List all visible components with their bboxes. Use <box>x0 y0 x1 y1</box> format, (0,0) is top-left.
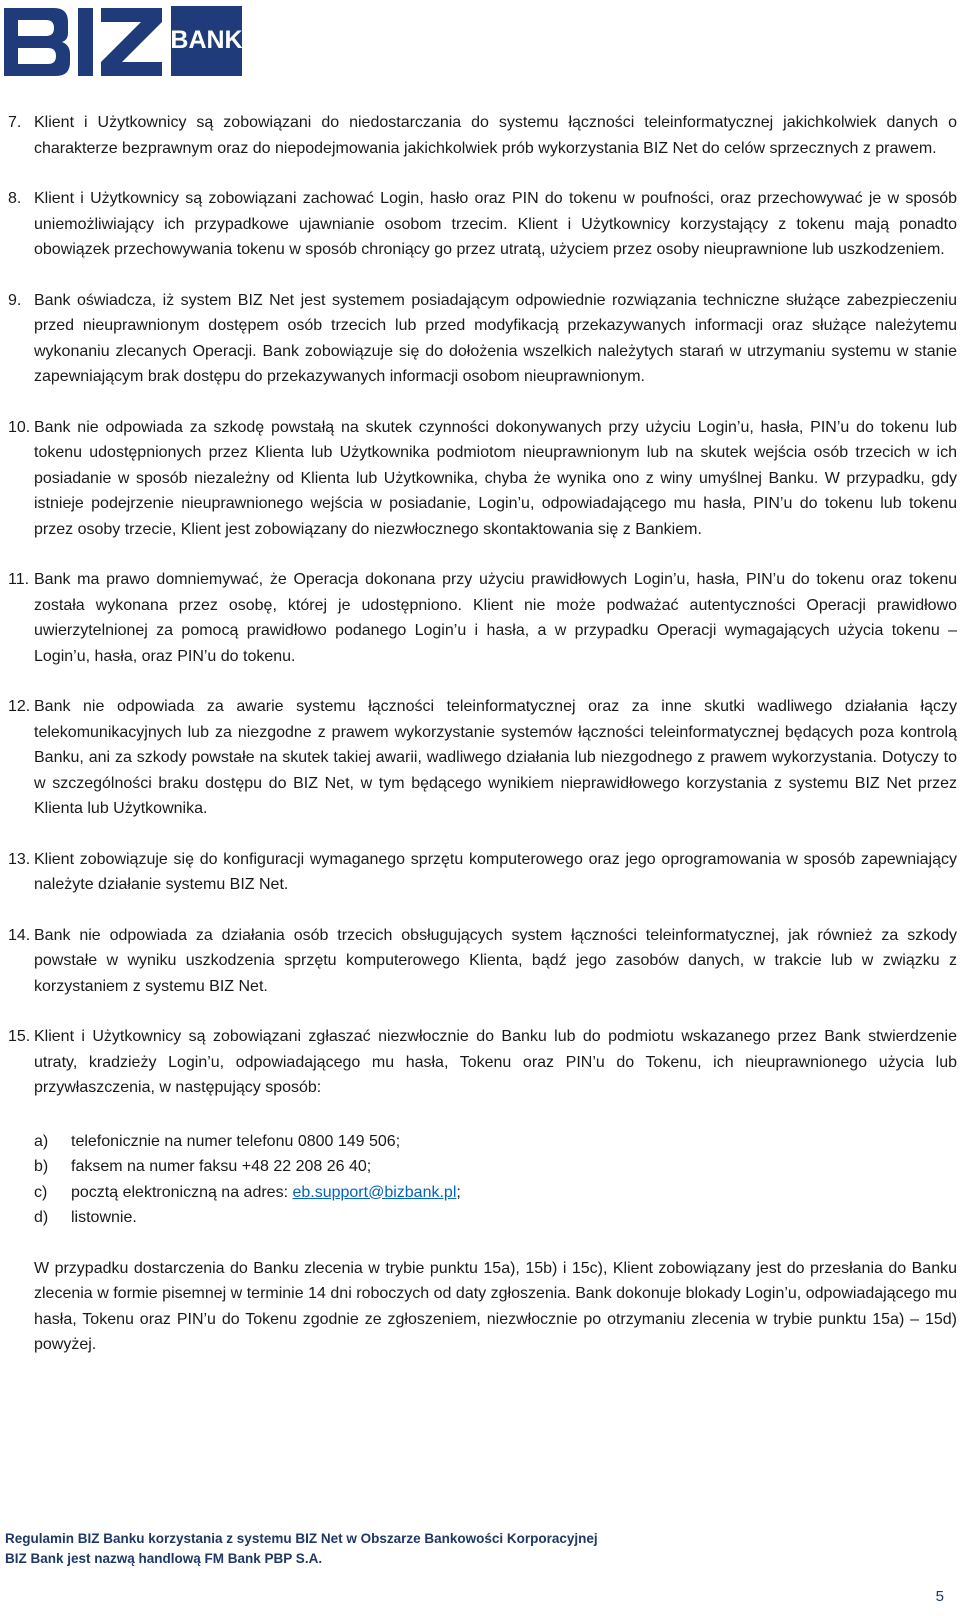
list-item <box>34 1154 957 1180</box>
final-paragraph: W przypadku dostarczenia do Banku zlecenia w trybie punktu 15a), 15b) i 15c), Klient zobowiązany jest do przesłania do Banku zlecenia w formie pisemnej w terminie 14 dni roboczych od daty zgłoszenia. Bank dokonuje blokady Login’u, odpowiadającego mu hasła, Tokenu oraz PIN’u do Tokenu zgodnie ze zgłoszeniem, niezwłocznie po otrzymaniu zlecenia w trybie punktu 15a) – 15d) powyżej. <box>34 1259 957 1353</box>
email-link[interactable]: eb.support@bizbank.pl <box>292 1183 457 1201</box>
list-item <box>34 1180 957 1206</box>
list-text-suffix: ; <box>456 1183 461 1201</box>
list-text-with-link <box>71 1180 461 1206</box>
clause-10 <box>8 415 957 543</box>
footer-bank-name: BIZ Bank jest nazwą handlową FM Bank PBP S.A. <box>5 1551 323 1566</box>
clause-8 <box>8 186 957 263</box>
clause-number: 14. <box>8 926 31 944</box>
list-letter: c) <box>34 1183 48 1201</box>
clause-text: Klient zobowiązuje się do konfiguracji wymaganego sprzętu komputerowego oraz jego oprogramowania w sposób zapewniający należyte działanie systemu BIZ Net. <box>34 850 957 893</box>
clause-11 <box>8 567 957 669</box>
clause-12 <box>8 694 957 822</box>
clause-number: 13. <box>8 850 31 868</box>
clause-number: 10. <box>8 418 31 436</box>
list-letter: b) <box>34 1158 49 1175</box>
list-letter: d) <box>34 1209 49 1226</box>
list-text: faksem na numer faksu +48 22 208 26 40; <box>71 1158 372 1175</box>
clause-text: Bank oświadcza, iż system BIZ Net jest systemem posiadającym odpowiednie rozwiązania techniczne służące zabezpieczeniu przed nieuprawnionym dostępem osób trzecich lub przed modyfikacją przekazywanych informacji oraz służące należytemu wykonaniu zlecanych Operacji. Bank zobowiązuje się do dołożenia wszelkich należytych starań w utrzymaniu systemu w stanie zapewniającym brak dostępu do przekazywanych informacji osobom nieuprawnionym. <box>34 291 957 385</box>
footer-regulation-title: Regulamin BIZ Banku korzystania z systemu BIZ Net w Obszarze Bankowości Korporacyjnej <box>5 1531 598 1546</box>
clause-15 <box>8 1024 957 1101</box>
clause-7 <box>8 110 957 161</box>
clause-text: Klient i Użytkownicy są zobowiązani do niedostarczania do systemu łączności teleinformatycznej jakichkolwiek danych o charakterze bezprawnym oraz do niepodejmowania jakichkolwiek prób wykorzystania BIZ Net do celów sprzecznych z prawem. <box>34 114 957 157</box>
clause-number: 9. <box>8 291 22 309</box>
list-text: listownie. <box>71 1209 137 1226</box>
clause-text: Klient i Użytkownicy są zobowiązani zachować Login, hasło oraz PIN do tokenu w poufności, oraz przechowywać je w sposób uniemożliwiający ich przypadkowe ujawnianie osobom trzecim. Klient i Użytkownicy korzystający z tokenu mają ponadto obowiązek przechowywania tokenu w sposób chroniący go przez utratą, użyciem przez osoby nieuprawnione lub uszkodzeniem. <box>34 190 957 258</box>
list-text: pocztą elektroniczną na adres: <box>71 1183 293 1201</box>
list-item <box>34 1205 957 1231</box>
logo-bank-text: BANK <box>170 26 243 54</box>
clause-text: Klient i Użytkownicy są zobowiązani zgłaszać niezwłocznie do Banku lub do podmiotu wskazanego przez Bank stwierdzenie utraty, kradzieży Login’u, odpowiadającego mu hasła, Tokenu oraz PIN’u do Tokenu, ich nieuprawnionego użycia lub przywłaszczenia, w następujący sposób: <box>34 1028 957 1096</box>
clause-text: Bank nie odpowiada za działania osób trzecich obsługujących system łączności teleinformatycznej, jak również za szkody powstałe w wyniku uszkodzenia sprzętu komputerowego Klienta, bądź jego zasobów danych, w trakcie lub w związku z korzystaniem z systemu BIZ Net. <box>34 926 957 995</box>
page-footer <box>5 1529 598 1569</box>
clause-14 <box>8 923 957 1000</box>
list-text: telefonicznie na numer telefonu 0800 149 506; <box>71 1132 401 1150</box>
biz-bank-logo <box>2 2 245 79</box>
list-item <box>34 1129 957 1155</box>
clause-number: 15. <box>8 1028 31 1045</box>
document-body <box>8 110 957 1358</box>
clause-number: 12. <box>8 698 31 715</box>
clause-number: 7. <box>8 114 22 131</box>
reporting-methods-list <box>34 1129 957 1231</box>
clause-number: 11. <box>8 571 30 588</box>
page-number: 5 <box>935 1588 944 1605</box>
clause-text: Bank nie odpowiada za awarie systemu łączności teleinformatycznej oraz za inne skutki wadliwego działania łączy telekomunikacyjnych lub za niezgodne z prawem wykorzystanie systemów łączności teleinformatycznej będących poza kontrolą Banku, ani za szkody powstałe na skutek takiej awarii, wadliwego działania lub niezgodnego z prawem wykorzystania. Dotyczy to w szczególności braku dostępu do BIZ Net, w tym będącego wynikiem nieprawidłowego korzystania z systemu BIZ Net przez Klienta lub Użytkownika. <box>34 698 957 817</box>
list-letter: a) <box>34 1132 49 1150</box>
clause-13 <box>8 847 957 898</box>
clause-text: Bank nie odpowiada za szkodę powstałą na skutek czynności dokonywanych przy użyciu Login’u, hasła, PIN’u do tokenu lub tokenu udostępnionych przez Klienta lub Użytkownika podmiotom nieuprawnionym lub na skutek wejścia osób trzecich w ich posiadanie w sposób niezależny od Klienta lub Użytkownika, chyba że wynika ono z winy umyślnej Banku. W przypadku, gdy istnieje podejrzenie nieuprawnionego wejścia w posiadanie, Login’u, odpowiadającego mu hasła, PIN’u do tokenu lub tokenu przez osoby trzecie, Klient jest zobowiązany do niezwłocznego skontaktowania się z Bankiem. <box>34 418 957 538</box>
clause-9 <box>8 288 957 390</box>
clause-text: Bank ma prawo domniemywać, że Operacja dokonana przy użyciu prawidłowych Login’u, hasła, PIN’u do tokenu oraz tokenu została wykonana przez osobę, której je udostępniono. Klient nie może podważać autentyczności Operacji prawidłowo uwierzytelnionej za pomocą prawidłowo podanego Login’u i hasła, a w przypadku Operacji wymagających użycia tokenu – Login’u, hasła, oraz PIN’u do tokenu. <box>34 571 957 665</box>
clause-number: 8. <box>8 190 22 207</box>
